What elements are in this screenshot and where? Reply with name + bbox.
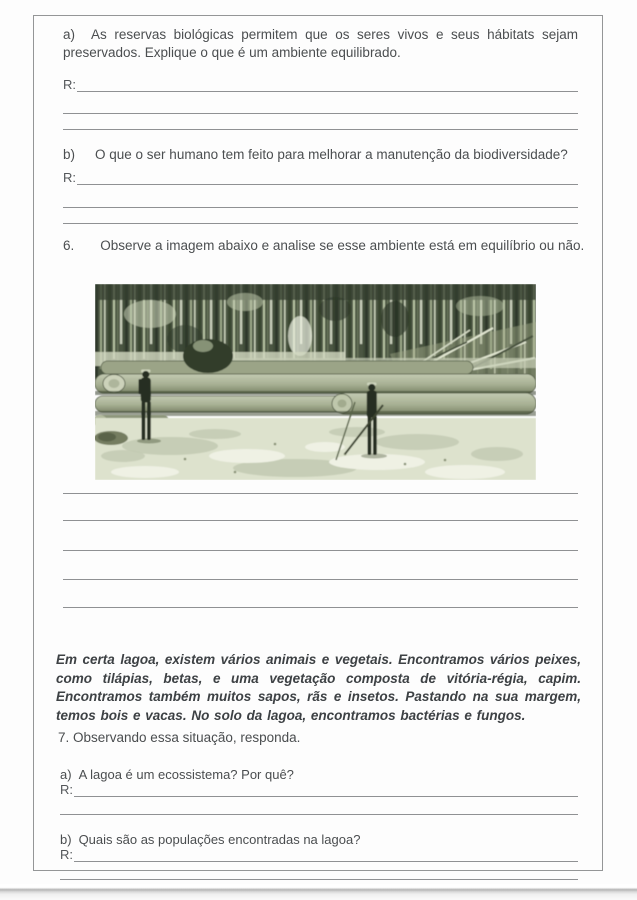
question-6 [63,237,585,255]
answer-line [63,493,578,494]
question-7a-text: A lagoa é um ecossistema? Por quê? [78,767,294,782]
answer-line [74,781,578,797]
answer-prefix: R: [60,847,73,862]
answer-line [74,846,578,862]
question-7-intro: 7. Observando essa situação, responda. [58,730,301,745]
answer-line [63,607,578,608]
deforestation-photo [95,284,536,480]
answer-line [63,520,578,521]
question-7b-label: b) [60,832,72,847]
answer-row-5b [63,169,578,185]
answer-line [63,113,578,114]
answer-prefix: R: [63,170,76,185]
answer-line [63,579,578,580]
question-6-text: Observe a imagem abaixo e analise se esse ambiente está em equilíbrio ou não. [100,238,585,253]
answer-line [77,76,578,92]
answer-line [63,207,578,208]
answer-line [63,223,578,224]
answer-line [63,129,578,130]
answer-line [63,550,578,551]
scan-page-edge-shadow [0,884,637,900]
question-7b [60,831,578,880]
question-5b [63,146,578,164]
question-5a-label: a) [63,27,76,42]
question-6-number: 6. [63,238,75,253]
answer-prefix: R: [63,77,76,92]
question-5b-text: O que o ser humano tem feito para melhorar a manutenção da biodiversidade? [95,147,568,162]
question-5a-text: As reservas biológicas permitem que os seres vivos e seus hábitats sejam preservados. Explique o que é um ambiente equilibrado. [63,27,578,60]
question-5b-label: b) [63,147,76,162]
answer-row-7b [60,846,578,862]
answer-line [60,814,578,815]
answer-line [77,169,578,185]
answer-row-5a [63,76,578,92]
deforestation-photo-svg [95,284,536,480]
question-5a [63,26,578,62]
question-7b-text: Quais são as populações encontradas na lagoa? [78,832,361,847]
answer-prefix: R: [60,782,73,797]
question-7a [60,766,578,815]
answer-row-7a [60,781,578,797]
worksheet-border-frame [33,15,603,871]
lagoon-passage: Em certa lagoa, existem vários animais e vegetais. Encontramos vários peixes, como tilápias, betas, e uma vegetação composta de vitória-régia, capim. Encontramos também muitos sapos, rãs e insetos. Pastando na sua margem, temos bois e vacas. No solo da lagoa, encontramos bactérias e fungos. [56,652,581,723]
answer-line [60,879,578,880]
question-7a-label: a) [60,767,72,782]
